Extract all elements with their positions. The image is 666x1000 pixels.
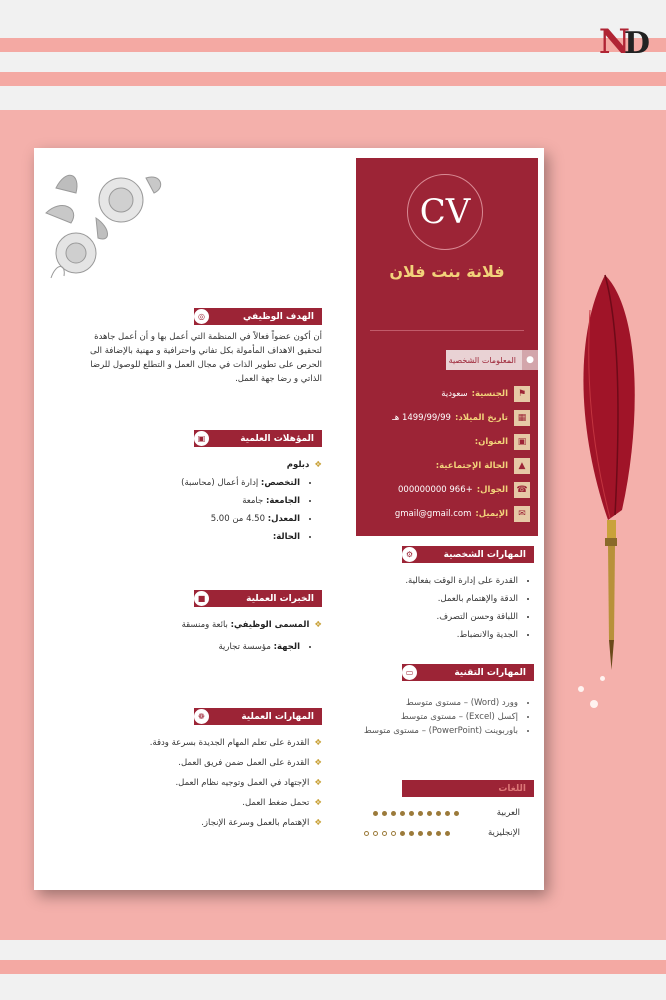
top-stripe	[0, 72, 666, 86]
info-row-nationality: ⚑ الجنسية: سعودية	[441, 386, 530, 402]
building-icon: ▣	[514, 434, 530, 450]
info-row-birthdate: ▦ تاريخ الميلاد: 1499/99/99 هـ	[392, 410, 530, 426]
language-row-english: الإنجليزية	[362, 828, 520, 838]
person-icon: ▲	[514, 458, 530, 474]
candidate-name: فلانة بنت فلان	[389, 262, 505, 281]
filled-dot	[436, 831, 441, 836]
brain-icon: ❁	[194, 709, 209, 724]
user-icon: ●	[522, 350, 538, 370]
info-row-phone: ☎ الجوال: +966 000000000	[398, 482, 530, 498]
work-skills-list	[62, 738, 322, 838]
divider	[370, 330, 524, 331]
diamond-icon: ❖	[314, 738, 322, 748]
brand-logo: ND	[598, 22, 644, 62]
quill-pen-decoration	[560, 270, 650, 690]
filled-dot	[409, 831, 414, 836]
filled-dot	[427, 831, 432, 836]
list-item: • الجدية والانضباط.	[370, 630, 518, 640]
diamond-icon: ❖	[314, 818, 322, 828]
list-item: • إكسل (Excel) – مستوى متوسط	[330, 712, 518, 722]
qualifications-header: المؤهلات العلمية ▣	[194, 430, 322, 447]
list-item: • المعدل: 4.50 من 5.00	[132, 514, 300, 524]
tech-skills-header: المهارات التقنية ▭	[402, 664, 534, 681]
filled-dot	[409, 811, 414, 816]
list-item: • التخصص: إدارة أعمال (محاسبة)	[132, 478, 300, 488]
list-item: ❖الإهتمام بالعمل وسرعة الإنجاز.	[201, 818, 322, 828]
languages-header: اللغات	[402, 780, 534, 797]
list-item: • اللباقة وحسن التصرف.	[370, 612, 518, 622]
filled-dot	[400, 811, 405, 816]
list-item: ❖القدرة على العمل ضمن فريق العمل.	[178, 758, 322, 768]
tech-skills-list	[330, 698, 530, 740]
filled-dot	[373, 811, 378, 816]
personal-skills-header: المهارات الشخصية ⚙	[402, 546, 534, 563]
experience-row: ❖المسمى الوظيفي: بائعة ومنسقة	[181, 620, 322, 630]
diamond-icon: ❖	[314, 798, 322, 808]
flag-icon: ⚑	[514, 386, 530, 402]
empty-dot	[373, 831, 378, 836]
filled-dot	[400, 831, 405, 836]
experience-list	[219, 642, 313, 660]
objective-text: أن أكون عضواً فعالاً في المنظمة التي أعمل بها و أن أعمل جاهدة لتحقيق الاهداف المأمولة بكل تفاني واحترافية و مهنية بالإضافة الى الحرص على تطوير الذات في مجال العمل و التطلع للوصول للرضا الذاتي و رضا جهة العمل.	[89, 332, 322, 384]
decor-dot	[578, 686, 584, 692]
filled-dot	[418, 811, 423, 816]
decor-dot	[600, 676, 605, 681]
qualifications-list	[132, 478, 312, 550]
target-icon: ◎	[194, 309, 209, 324]
filled-dot	[445, 811, 450, 816]
list-item: • الدقة والإهتمام بالعمل.	[370, 594, 518, 604]
diamond-icon: ❖	[314, 620, 322, 630]
degree-line: ❖دبلوم	[286, 460, 322, 470]
calendar-icon: ▦	[514, 410, 530, 426]
info-row-address: ▣ العنوان:	[471, 434, 530, 450]
decor-dot	[590, 700, 598, 708]
diamond-icon: ❖	[314, 460, 322, 470]
gear-icon: ⚙	[402, 547, 417, 562]
empty-dot	[391, 831, 396, 836]
experience-header: الخبرات العملية ■	[194, 590, 322, 607]
cv-page	[34, 148, 544, 890]
briefcase-icon: ■	[194, 591, 209, 606]
filled-dot	[382, 811, 387, 816]
monitor-icon: ▭	[402, 665, 417, 680]
filled-dot	[445, 831, 450, 836]
personal-info-header: ● المعلومات الشخصية	[446, 350, 538, 370]
list-item: • وورد (Word) – مستوى متوسط	[330, 698, 518, 708]
filled-dot	[427, 811, 432, 816]
info-row-marital: ▲ الحالة الإجتماعية:	[432, 458, 530, 474]
list-item: • الجهة: مؤسسة تجارية	[219, 642, 301, 652]
list-item: • الحالة:	[132, 532, 300, 542]
list-item: • الجامعة: جامعة	[132, 496, 300, 506]
work-skills-header: المهارات العملية ❁	[194, 708, 322, 725]
filled-dot	[454, 811, 459, 816]
language-row-arabic: العربية	[371, 808, 520, 818]
top-stripe	[0, 38, 666, 52]
empty-dot	[364, 831, 369, 836]
info-row-email: ✉ الإيميل: gmail@gmail.com	[395, 506, 530, 522]
personal-skills-list	[370, 576, 530, 648]
filled-dot	[391, 811, 396, 816]
phone-icon: ☎	[514, 482, 530, 498]
list-item: ❖الإجتهاد في العمل وتوجيه نظام العمل.	[175, 778, 322, 788]
cv-badge: CV	[407, 174, 483, 250]
diamond-icon: ❖	[314, 758, 322, 768]
top-band	[0, 0, 666, 110]
objective-header: الهدف الوظيفي ◎	[194, 308, 322, 325]
profile-sidebar	[356, 158, 538, 536]
proficiency-dots	[362, 831, 452, 836]
diamond-icon: ❖	[314, 778, 322, 788]
flower-decoration	[36, 158, 176, 288]
mail-icon: ✉	[514, 506, 530, 522]
filled-dot	[418, 831, 423, 836]
list-item: ❖تحمل ضغط العمل.	[242, 798, 322, 808]
empty-dot	[382, 831, 387, 836]
proficiency-dots	[371, 811, 461, 816]
box-icon: ▣	[194, 431, 209, 446]
list-item: • باوربوينت (PowerPoint) – مستوى متوسط	[330, 726, 518, 736]
list-item: ❖القدرة على تعلم المهام الجديدة بسرعة ودقة.	[149, 738, 322, 748]
list-item: • القدرة على إدارة الوقت بفعالية.	[370, 576, 518, 586]
bottom-stripe	[0, 960, 666, 974]
filled-dot	[436, 811, 441, 816]
